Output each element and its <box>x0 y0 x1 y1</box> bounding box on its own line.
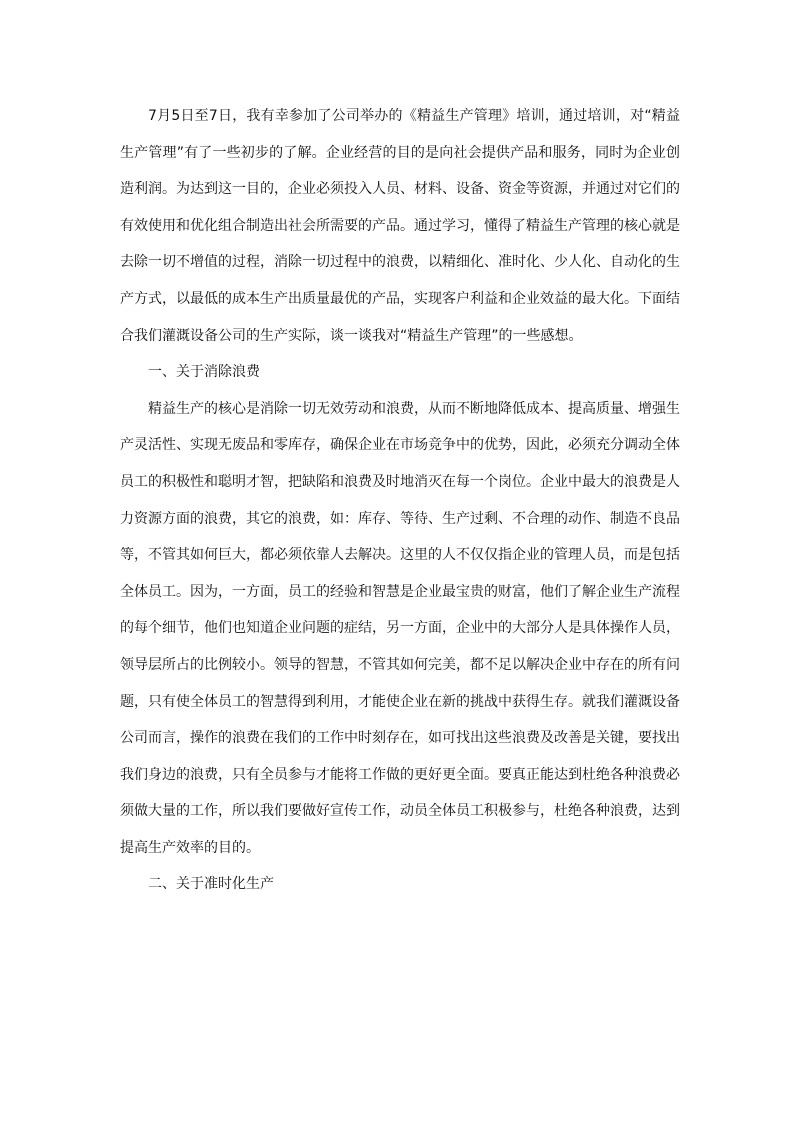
section-heading-jit: 二、关于准时化生产 <box>148 876 274 893</box>
section-body-waste: 精益生产的核心是消除一切无效劳动和浪费，从而不断地降低成本、提高质量、增强生产灵活性、实现无废品和零库存，确保企业在市场竞争中的优势，因此，必须充分调动全体员工的积极性和聪明才智，把缺陷和浪费及时地消灭在每一个岗位。企业中最大的浪费是人力资源方面的浪费，其它的浪费，如：库存、等待、生产过剩、不合理的动作、制造不良品等，不管其如何巨大，都必须依靠人去解决。这里的人不仅仅指企业的管理人员，而是包括全体员工。因为，一方面，员工的经验和智慧是企业最宝贵的财富，他们了解企业生产流程的每个细节，他们也知道企业问题的症结，另一方面，企业中的大部分人是具体操作人员，领导层所占的比例较小。领导的智慧，不管其如何完美，都不足以解决企业中存在的所有问题，只有使全体员工的智慧得到利用，才能使企业在新的挑战中获得生存。就我们灌溉设备公司而言，操作的浪费在我们的工作中时刻存在，如可找出这些浪费及改善是关键，要找出我们身边的浪费，只有全员参与才能将工作做的更好更全面。要真正能达到杜绝各种浪费必须做大量的工作，所以我们要做好宣传工作，动员全体员工积极参与，杜绝各种浪费，达到提高生产效率的目的。 <box>120 400 680 856</box>
section-heading-waste: 一、关于消除浪费 <box>148 364 260 381</box>
intro-paragraph: 7月5日至7日，我有幸参加了公司举办的《精益生产管理》培训，通过培训，对“精益生产管理”有了一些初步的了解。企业经营的目的是向社会提供产品和服务，同时为企业创造利润。为达到这一目的，企业必须投入人员、材料、设备、资金等资源，并通过对它们的有效使用和优化组合制造出社会所需要的产品。通过学习，懂得了精益生产管理的核心就是去除一切不增值的过程，消除一切过程中的浪费，以精细化、准时化、少人化、自动化的生产方式，以最低的成本生产出质量最优的产品，实现客户利益和企业效益的最大化。下面结合我们灌溉设备公司的生产实际，谈一谈我对“精益生产管理”的一些感想。 <box>120 108 680 344</box>
document-body <box>120 98 680 903</box>
